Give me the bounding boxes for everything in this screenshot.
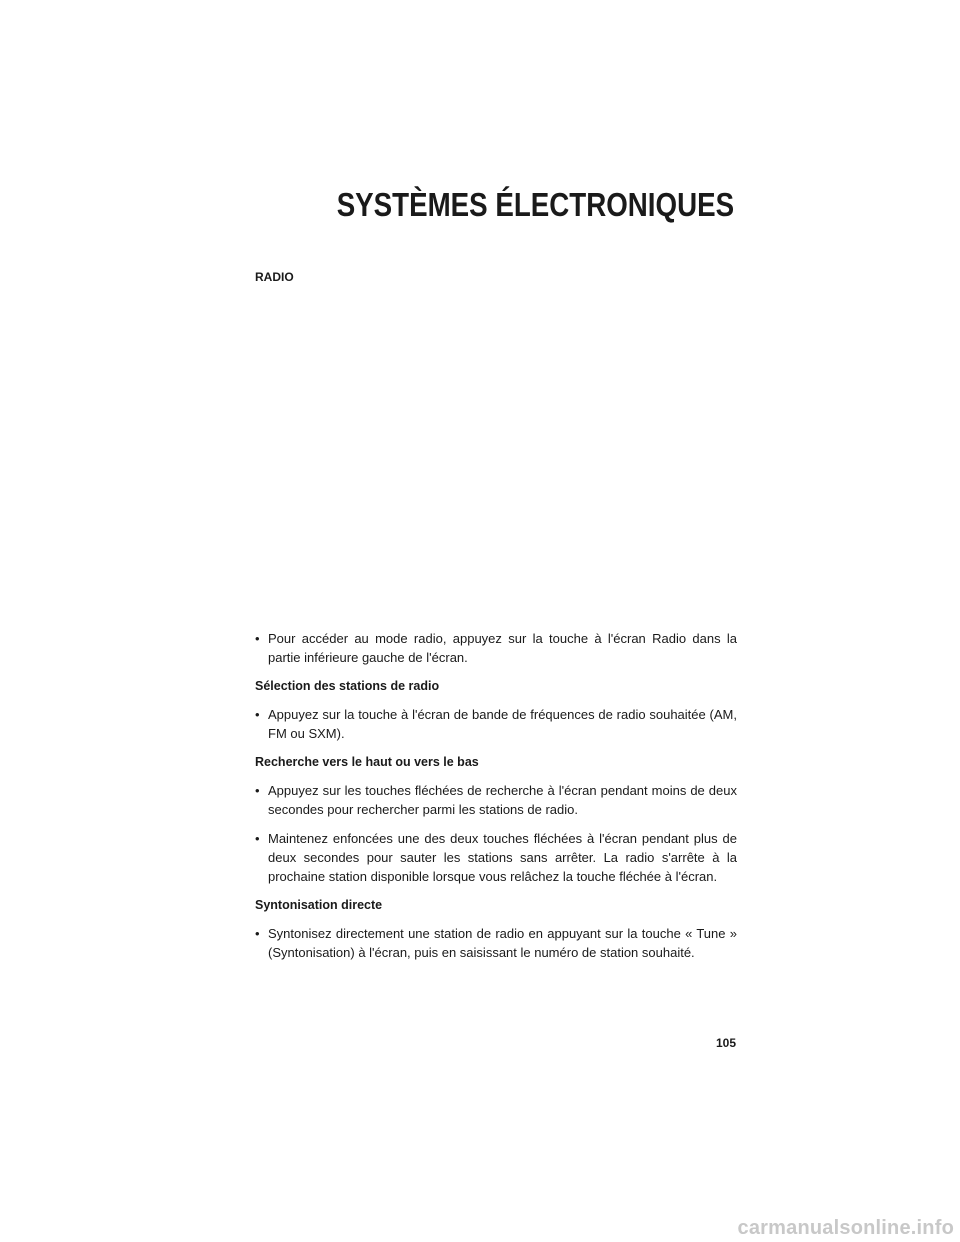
bullet-seek-short xyxy=(255,781,737,819)
bullet-text: Appuyez sur la touche à l'écran de bande de fréquences de radio souhaitée (AM, FM ou SXM). xyxy=(268,707,737,741)
bullet-marker: • xyxy=(255,831,260,846)
page-content xyxy=(255,629,737,972)
bullet-intro xyxy=(255,629,737,667)
bullet-seek-long xyxy=(255,829,737,886)
subheading-direct-tune: Syntonisation directe xyxy=(255,898,383,912)
bullet-text: Maintenez enfoncées une des deux touches fléchées à l'écran pendant plus de deux secondes pour sauter les stations sans arrêter. La radio s'arrête à la prochaine station disponible lorsque vous relâchez la touche fléchée à l'écran. xyxy=(268,831,737,884)
bullet-text: Pour accéder au mode radio, appuyez sur la touche à l'écran Radio dans la partie inférieure gauche de l'écran. xyxy=(268,631,737,665)
subheading-seek: Recherche vers le haut ou vers le bas xyxy=(255,755,479,769)
section-heading-radio: RADIO xyxy=(255,270,294,284)
subheading-station-selection: Sélection des stations de radio xyxy=(255,679,440,693)
bullet-marker: • xyxy=(255,631,260,646)
bullet-marker: • xyxy=(255,783,260,798)
chapter-title: SYSTÈMES ÉLECTRONIQUES xyxy=(336,186,734,223)
bullet-station-selection xyxy=(255,705,737,743)
bullet-text: Syntonisez directement une station de radio en appuyant sur la touche « Tune » (Syntonisation) à l'écran, puis en saisissant le numéro de station souhaité. xyxy=(268,926,737,960)
bullet-marker: • xyxy=(255,926,260,941)
bullet-marker: • xyxy=(255,707,260,722)
page-number: 105 xyxy=(716,1036,737,1050)
bullet-direct-tune xyxy=(255,924,737,962)
watermark: carmanualsonline.info xyxy=(737,1217,954,1239)
bullet-text: Appuyez sur les touches fléchées de recherche à l'écran pendant moins de deux secondes pour rechercher parmi les stations de radio. xyxy=(268,783,737,817)
